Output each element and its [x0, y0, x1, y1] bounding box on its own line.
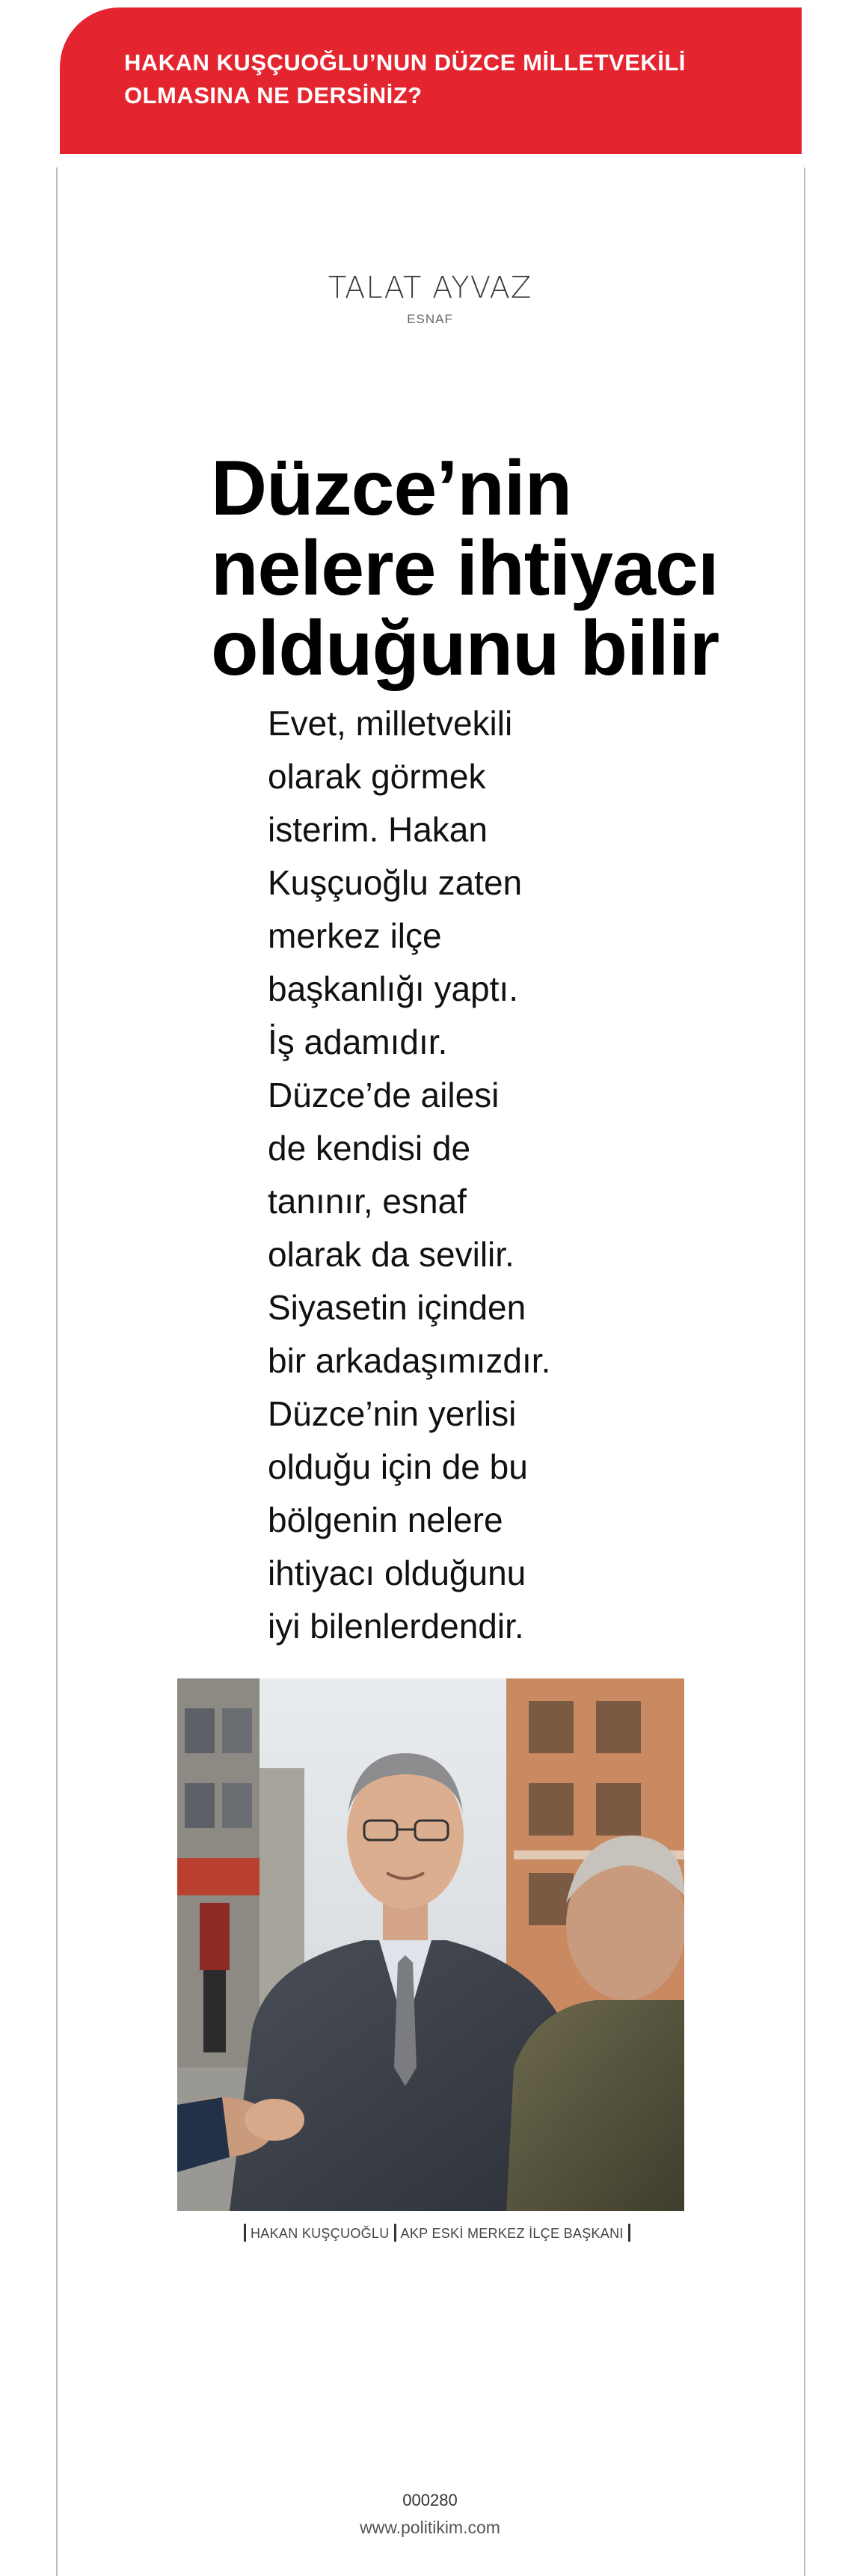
body-line: tanınır, esnaf [268, 1182, 467, 1221]
headline-line: nelere ihtiyacı [211, 525, 719, 612]
body-line: Evet, milletvekili [268, 704, 513, 743]
banner-title-line-2: OLMASINA NE DERSİNİZ? [124, 82, 423, 108]
caption-separator [244, 2224, 246, 2242]
caption-name: HAKAN KUŞÇUOĞLU [251, 2226, 390, 2241]
website-link[interactable]: www.politikim.com [360, 2518, 500, 2537]
body-line: isterim. Hakan [268, 810, 488, 849]
caption-separator [628, 2224, 630, 2242]
body-line: Düzce’nin yerlisi [268, 1394, 517, 1433]
headline-line: Düzce’nin [211, 445, 572, 532]
body-line: Kuşçuoğlu zaten [268, 863, 523, 902]
body-line: olarak da sevilir. [268, 1235, 515, 1274]
article-body [268, 697, 582, 1653]
body-line: bir arkadaşımızdır. [268, 1341, 551, 1380]
banner-title-line-1: HAKAN KUŞÇUOĞLU’NUN DÜZCE MİLLETVEKİLİ [124, 49, 686, 76]
body-line: bölgenin nelere [268, 1500, 503, 1539]
caption-separator [394, 2224, 396, 2242]
body-line: olduğu için de bu [268, 1447, 528, 1486]
author-name: TALAT AYVAZ [328, 271, 532, 305]
body-line: iyi bilenlerdendir. [268, 1607, 524, 1646]
photo-caption [239, 2224, 635, 2242]
headline-line: olduğunu bilir [211, 605, 719, 692]
author-role: ESNAF [407, 312, 453, 326]
body-line: merkez ilçe [268, 916, 442, 955]
body-line: de kendisi de [268, 1129, 471, 1168]
frame-right-border [804, 168, 805, 2576]
body-line: başkanlığı yaptı. [268, 969, 518, 1008]
caption-title: AKP ESKİ MERKEZ İLÇE BAŞKANI [400, 2226, 624, 2241]
body-line: İş adamıdır. [268, 1022, 448, 1061]
page-number: 000280 [402, 2491, 458, 2509]
header-banner [60, 7, 802, 154]
body-line: ihtiyacı olduğunu [268, 1554, 526, 1592]
body-line: Siyasetin içinden [268, 1288, 526, 1327]
frame-left-border [56, 168, 58, 2576]
body-line: Düzce’de ailesi [268, 1076, 500, 1114]
headline [211, 445, 779, 692]
body-line: olarak görmek [268, 757, 486, 796]
portrait-photo [177, 1678, 684, 2211]
